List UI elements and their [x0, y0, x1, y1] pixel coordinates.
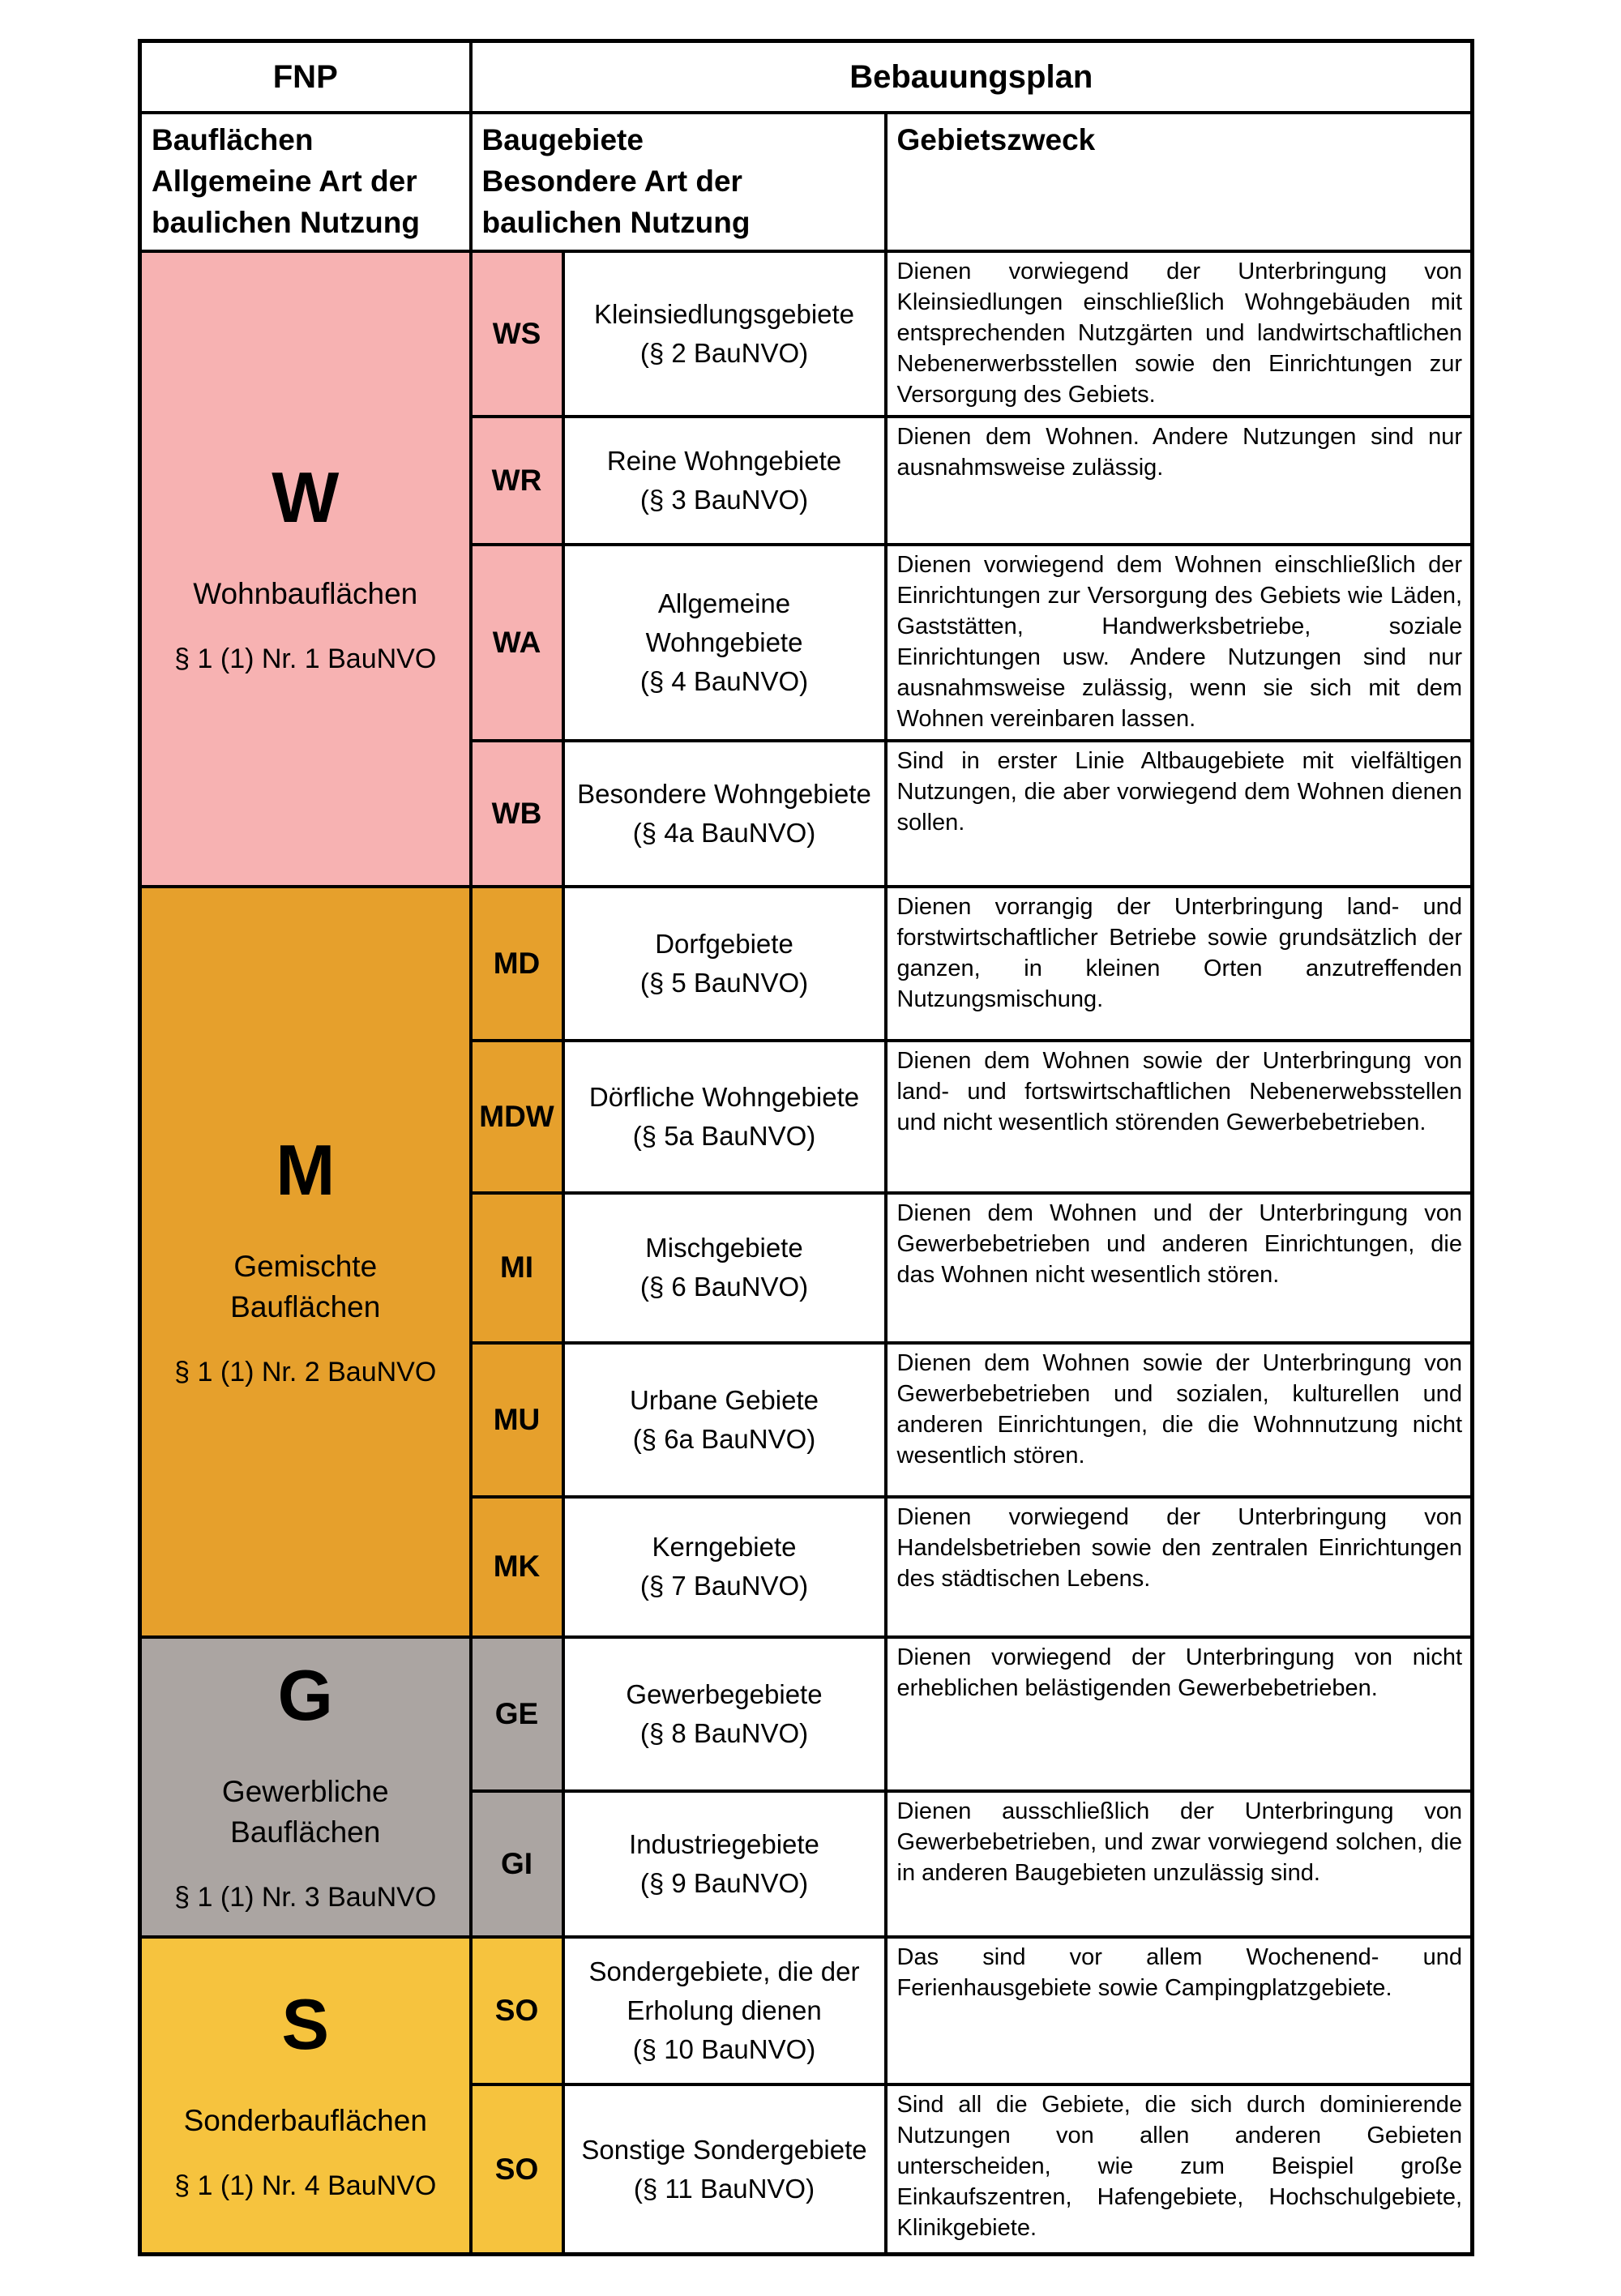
- district-ref-mu: (§ 6a BauNVO): [632, 1423, 816, 1454]
- header-bauflaechen-line1: Bauflächen: [152, 123, 314, 156]
- district-name-mu: Urbane Gebiete: [630, 1384, 819, 1415]
- code-cell-so1: SO: [471, 1937, 563, 2084]
- zweck-cell-wa: Dienen vorwiegend dem Wohnen einschließlich der Einrichtungen zur Versorgung des Gebiets wie Läden, Gaststätten, Handwerksbetriebe, soziale Einrichtungen usw. Andere Nutzungen sind nur ausnahmsweise zulässig, wenn sie sich mit dem Wohnen vereinbaren lassen.: [886, 545, 1473, 741]
- section-ref-g: § 1 (1) Nr. 3 BauNVO: [174, 1882, 437, 1913]
- table-row-md: [140, 887, 1473, 1041]
- section-cell-m: [140, 887, 471, 1637]
- name-cell-ge: [563, 1637, 886, 1791]
- district-ref-wa: (§ 4 BauNVO): [639, 665, 809, 696]
- name-cell-mu: [563, 1343, 886, 1497]
- section-name-m-line1: Gemischte: [233, 1250, 378, 1284]
- header-bebauungsplan: Bebauungsplan: [471, 41, 1473, 113]
- district-name-mi: Mischgebiete: [645, 1233, 803, 1263]
- zweck-cell-wb: Sind in erster Linie Altbaugebiete mit vielfältigen Nutzungen, die aber vorwiegend dem Wohnen dienen sollen.: [886, 741, 1473, 887]
- name-cell-wb: [563, 741, 886, 887]
- name-cell-md: [563, 887, 886, 1041]
- district-ref-wb: (§ 4a BauNVO): [632, 817, 816, 848]
- district-name-mdw: Dörfliche Wohngebiete: [588, 1081, 860, 1112]
- district-name-ge: Gewerbegebiete: [626, 1678, 823, 1709]
- code-cell-mk: MK: [471, 1497, 563, 1637]
- header-bauflaechen-line2: Allgemeine Art der: [152, 165, 417, 199]
- name-cell-gi: [563, 1791, 886, 1937]
- section-name-g-line1: Gewerbliche: [221, 1775, 389, 1809]
- header-bauflaechen: [140, 113, 471, 251]
- district-name-wa: Allgemeine Wohngebiete: [645, 588, 803, 657]
- section-name-w: [148, 574, 463, 614]
- district-ref-ge: (§ 8 BauNVO): [639, 1717, 809, 1748]
- zweck-cell-ws: Dienen vorwiegend der Unterbringung von Kleinsiedlungen einschließlich Wohngebäuden mit entsprechenden Nutzgärten und landwirtschaftlichen Nebenerwerbsstellen sowie den Einrichtungen zur Versorgung des Gebiets.: [886, 251, 1473, 417]
- section-ref-w: § 1 (1) Nr. 1 BauNVO: [174, 643, 437, 675]
- table-row-so1: [140, 1937, 1473, 2084]
- section-ref-m: § 1 (1) Nr. 2 BauNVO: [174, 1357, 437, 1388]
- code-cell-mdw: MDW: [471, 1041, 563, 1193]
- zweck-cell-so2: Sind all die Gebiete, die sich durch dominierende Nutzungen von allen anderen Gebieten unterscheiden, wie zum Beispiel große Einkaufszentren, Hafengebiete, Hochschulgebiete, Klinikgebiete.: [886, 2084, 1473, 2255]
- section-name-m-line2: Bauflächen: [230, 1290, 381, 1324]
- code-cell-wr: WR: [471, 417, 563, 545]
- zweck-cell-mdw: Dienen dem Wohnen sowie der Unterbringung von land- und fortswirtschaftlichen Nebenerwebsstellen und nicht wesentlich störenden Gewerbebetrieben.: [886, 1041, 1473, 1193]
- district-ref-wr: (§ 3 BauNVO): [639, 484, 809, 515]
- code-cell-mu: MU: [471, 1343, 563, 1497]
- district-name-md: Dorfgebiete: [655, 928, 793, 959]
- zweck-cell-mi: Dienen dem Wohnen und der Unterbringung von Gewerbebetrieben und anderen Einrichtungen, die das Wohnen nicht wesentlich stören.: [886, 1193, 1473, 1343]
- section-name-g: [148, 1772, 463, 1853]
- code-cell-wa: WA: [471, 545, 563, 741]
- section-name-g-line2: Bauflächen: [230, 1815, 381, 1849]
- district-ref-mi: (§ 6 BauNVO): [639, 1272, 809, 1302]
- section-name-s: [148, 2101, 463, 2141]
- district-ref-gi: (§ 9 BauNVO): [639, 1867, 809, 1898]
- name-cell-wa: [563, 545, 886, 741]
- name-cell-so1: [563, 1937, 886, 2084]
- section-letter-s: S: [281, 1984, 330, 2065]
- name-cell-so2: [563, 2084, 886, 2255]
- section-letter-m: M: [276, 1130, 336, 1211]
- header-row-1: [140, 41, 1473, 113]
- code-cell-mi: MI: [471, 1193, 563, 1343]
- district-name-ws: Kleinsiedlungsgebiete: [593, 299, 855, 330]
- name-cell-wr: [563, 417, 886, 545]
- district-ref-ws: (§ 2 BauNVO): [639, 337, 809, 368]
- zweck-cell-ge: Dienen vorwiegend der Unterbringung von nicht erheblichen belästigenden Gewerbebetrieben.: [886, 1637, 1473, 1791]
- section-name-m: [148, 1246, 463, 1328]
- district-name-wb: Besondere Wohngebiete: [577, 778, 871, 809]
- section-name-w-line1: Wohnbauflächen: [193, 577, 418, 611]
- district-ref-so2: (§ 11 BauNVO): [633, 2173, 815, 2204]
- section-cell-s: [140, 1937, 471, 2255]
- district-name-mk: Kerngebiete: [652, 1532, 797, 1563]
- name-cell-mdw: [563, 1041, 886, 1193]
- code-cell-wb: WB: [471, 741, 563, 887]
- district-ref-mdw: (§ 5a BauNVO): [632, 1120, 816, 1151]
- code-cell-ws: WS: [471, 251, 563, 417]
- table-row-ws: [140, 251, 1473, 417]
- code-cell-ge: GE: [471, 1637, 563, 1791]
- zweck-cell-so1: Das sind vor allem Wochenend- und Ferienhausgebiete sowie Campingplatzgebiete.: [886, 1937, 1473, 2084]
- header-baugebiete-line3: baulichen Nutzung: [481, 206, 751, 240]
- section-name-s-line1: Sonderbauflächen: [183, 2104, 427, 2138]
- district-ref-mk: (§ 7 BauNVO): [639, 1571, 809, 1601]
- section-letter-w: W: [272, 457, 340, 538]
- district-ref-md: (§ 5 BauNVO): [639, 967, 809, 998]
- table-row-ge: [140, 1637, 1473, 1791]
- section-cell-g: [140, 1637, 471, 1937]
- name-cell-mk: [563, 1497, 886, 1637]
- name-cell-mi: [563, 1193, 886, 1343]
- name-cell-ws: [563, 251, 886, 417]
- zweck-cell-wr: Dienen dem Wohnen. Andere Nutzungen sind nur ausnahmsweise zulässig.: [886, 417, 1473, 545]
- header-baugebiete-line1: Baugebiete: [481, 123, 644, 156]
- section-ref-s: § 1 (1) Nr. 4 BauNVO: [174, 2170, 437, 2202]
- zweck-cell-mu: Dienen dem Wohnen sowie der Unterbringung von Gewerbebetrieben und sozialen, kulturellen und anderen Einrichtungen, die die Wohnnutzung nicht wesentlich stören.: [886, 1343, 1473, 1497]
- baunvo-table-wrapper: [138, 39, 1470, 2256]
- header-bauflaechen-line3: baulichen Nutzung: [152, 206, 420, 240]
- baunvo-table: [138, 39, 1474, 2256]
- district-name-gi: Industriegebiete: [629, 1828, 819, 1859]
- code-cell-md: MD: [471, 887, 563, 1041]
- district-ref-so1: (§ 10 BauNVO): [632, 2033, 816, 2064]
- header-row-2: [140, 113, 1473, 251]
- zweck-cell-mk: Dienen vorwiegend der Unterbringung von Handelsbetrieben sowie den zentralen Einrichtungen des städtischen Lebens.: [886, 1497, 1473, 1637]
- district-name-so1: Sondergebiete, die der Erholung dienen: [588, 1956, 860, 2025]
- header-baugebiete-line2: Besondere Art der: [481, 165, 742, 199]
- section-letter-g: G: [277, 1655, 333, 1736]
- zweck-cell-md: Dienen vorrangig der Unterbringung land- und forstwirtschaftlicher Betriebe sowie grundsätzlich der ganzen, in kleinen Orten anzutreffenden Nutzungsmischung.: [886, 887, 1473, 1041]
- zweck-cell-gi: Dienen ausschließlich der Unterbringung von Gewerbebetrieben, und zwar vorwiegend solchen, die in anderen Baugebieten unzulässig sind.: [886, 1791, 1473, 1937]
- district-name-so2: Sonstige Sondergebiete: [581, 2134, 867, 2165]
- district-name-wr: Reine Wohngebiete: [606, 446, 842, 477]
- header-baugebiete: [471, 113, 886, 251]
- header-gebietszweck: Gebietszweck: [886, 113, 1473, 251]
- code-cell-gi: GI: [471, 1791, 563, 1937]
- section-cell-w: [140, 251, 471, 887]
- code-cell-so2: SO: [471, 2084, 563, 2255]
- header-fnp: FNP: [140, 41, 471, 113]
